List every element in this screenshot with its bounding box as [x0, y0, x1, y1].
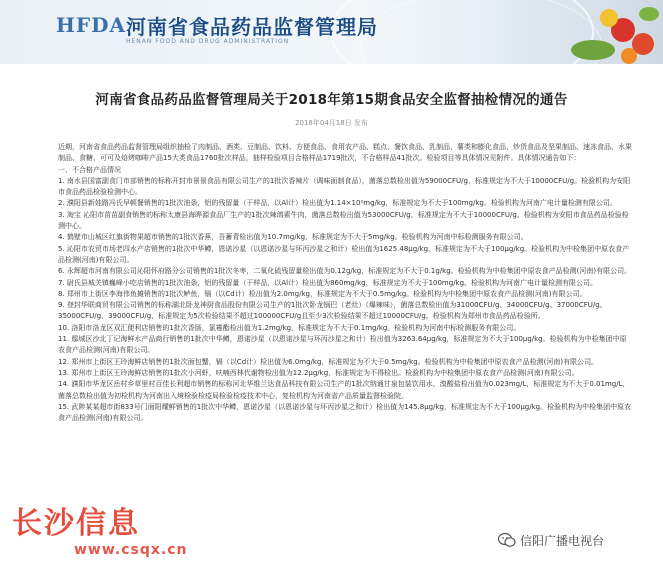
wechat-icon — [498, 532, 516, 548]
watermark-channel: 信阳广播电视台 — [520, 534, 605, 548]
header-banner — [0, 0, 663, 64]
item-paragraph: 5. 沁阳市农贸市场老四水产店销售的1批次中华鳟，恩诺沙星（以恩诺沙星与环丙沙星之和计）检出值为1625.48μg/kg，标准规定为不大于100μg/kg。检验机构为中检集团中原农食产品检测(河南)有限公司。 — [58, 244, 630, 264]
produce-image — [553, 0, 663, 64]
item-paragraph: 11. 鄢城区沙北丁记海鲜水产品商行销售的1批次中华鳟，恩诺沙星（以恩诺沙星与环丙沙星之和计）检出值为3263.64μg/kg，标准规定为不大于100μg/kg。检验机构为中检集团中原农食产品检测(河南)有限公司。 — [58, 335, 627, 355]
article-title: 河南省食品药品监督管理局关于2018年第15期食品安全监督抽检情况的通告 — [95, 92, 568, 108]
item-paragraph: 10. 洛阳市洛龙区双汇便利店销售的1批次香肠，氯霉酯检出值为1.2mg/kg，标准规定为不大于0.1mg/kg。检验机构为河南中标检测服务有限公司。 — [58, 323, 521, 332]
leaf-shape — [639, 7, 659, 21]
item-paragraph: 2. 濮阳县新娃路冯氏早顿餐销售的1批次油条，铝的残留量（干样品，以Al计）检出值为1.14×10²mg/kg，标准规定为不大于100mg/kg。检验机构为河南广电计量检测有限公司。 — [58, 199, 617, 208]
item-paragraph: 1. 南水县国富副食门市部销售的标称开封市景景食品有限公司生产的1批次香辣片（调味面制食品），菌落总数检出值为59000CFU/g，标准规定为不大于10000CFU/g。检验机构为安阳市食品药品检验检测中心。 — [58, 176, 631, 197]
item-paragraph: 14. 濮阳市华龙区岳村乡草里村百佳长利超市销售的标称河北华维兰达食品科技有限公司生产的1批次纳通甘泉包装饮用水，溴酸盐检出值为0.023mg/L，标准规定为不大于0.01mg/L，菌落总数检出值为初检机构为河南出入境检验检疫局检验检疫技术中心，复检机构为河南省产品质量监督检验院。 — [58, 380, 630, 400]
intro-paragraph: 近期，河南省食品药品监督管理局组织抽检了肉制品、酒类、豆制品、饮料、方便食品、食用农产品、糕点、餐饮食品、乳制品、薯类和膨化食品、炒货食品及坚果制品、速冻食品、水果制品、食糖、可可及焙烤咖啡产品15大类食品1760批次样品，抽样检验项目合格样品1719批次，不合格样品41批次。检验项目等具体情况见附件。具体情况通告如下： — [58, 143, 632, 163]
item-paragraph: 4. 鹤壁市山城区红旗街物果超市销售的1批次香蕉，吾蓄青检出值为10.7mg/kg，标准规定为不大于5mg/kg。检验机构为河南中标检测服务有限公司。 — [58, 233, 528, 242]
agency-logo: HFDA — [56, 13, 126, 37]
pepper-shape — [600, 9, 618, 27]
left-watermark — [12, 498, 202, 568]
section-heading: 一、不合格产品情况 — [58, 165, 121, 174]
item-paragraph: 8. 郑州市上街区李海伟鱼摊销售的1批次鲈鱼，镉（以Cd计）检出值为2.0mg/kg，标准规定为不大于0.5mg/kg。检验机构为中检集团中原农食产品检测(河南)有限公司。 — [58, 289, 587, 298]
watermark-url: www.csqx.cn — [74, 542, 188, 558]
agency-name-en: HENAN FOOD AND DRUG ADMINISTRATION — [126, 38, 290, 45]
item-paragraph: 9. 登封华联商贸有限公司销售的标称湖北卧龙神厨食品股份有限公司生产的1批次卧龙锅巴（老灶）（爆辣味），菌落总数检出值为31000CFU/g、34000CFU/g、37000CFU/g、35000CFU/g、39000CFU/g，标准规定为5次检验结果不超过100000CFU/g且至少3次检验结果不超过10000CFU/g。检验机构为郑州市食品药品检验所。 — [58, 301, 607, 321]
lettuce-shape — [571, 40, 615, 60]
orange-shape — [621, 48, 637, 64]
item-paragraph: 6. 永辉超市河南有限公司沁阳怀府路分公司销售的1批次冬枣，二氧化硫残留量检出值为0.12g/kg，标准规定为不大于0.1g/kg。检验机构为中检集团中原农食产品检测(河南)有限公司。 — [58, 267, 632, 276]
article-body — [58, 142, 632, 424]
item-paragraph: 12. 郑州市上街区王玲海鲜店销售的1批次面包蟹，镉（以Cd计）检出值为6.0mg/kg，标准规定为不大于0.5mg/kg。检验机构为中检集团中原农食产品检测(河南)有限公司。 — [58, 357, 599, 366]
publish-date: 2018年04月18日 发布 — [295, 119, 368, 127]
item-paragraph: 7. 尉氏县城关镇巍峰小吃店销售的1批次油条，铝的残留量（干样品，以Al计）检出值为860mg/kg，标准规定为不大于100mg/kg。检验机构为河南广电计量检测有限公司。 — [58, 278, 598, 287]
item-paragraph: 3. 淘宝 沁阳市苗苗副食销售的标称太康县海晔源食品厂生产的1批次辣鸽素牛肉，菌落总数检出值为53000CFU/g，标准规定为不大于10000CFU/g。检验机构为安阳市食品药品检验检测中心。 — [58, 210, 629, 231]
item-paragraph: 15. 武陟某某超市街833号门面阳耀鲜销售的1批次中华鳟，恩诺沙星（以恩诺沙星与环丙沙星之和计）检出值为145.8μg/kg，标准规定为不大于100μg/kg。检验机构为中检集团中原农食产品检测(河南)有限公司。 — [58, 402, 632, 423]
watermark-text: 长沙信息 — [12, 506, 140, 541]
item-paragraph: 13. 郑州市上街区王玲海鲜店销售的1批次小河虾，呋喃西林代谢物检出值为12.2μg/kg，标准规定为不得检出。检验机构为中检集团中原农食产品检测(河南)有限公司。 — [58, 368, 579, 377]
agency-name: 河南省食品药品监督管理局 — [126, 15, 378, 39]
